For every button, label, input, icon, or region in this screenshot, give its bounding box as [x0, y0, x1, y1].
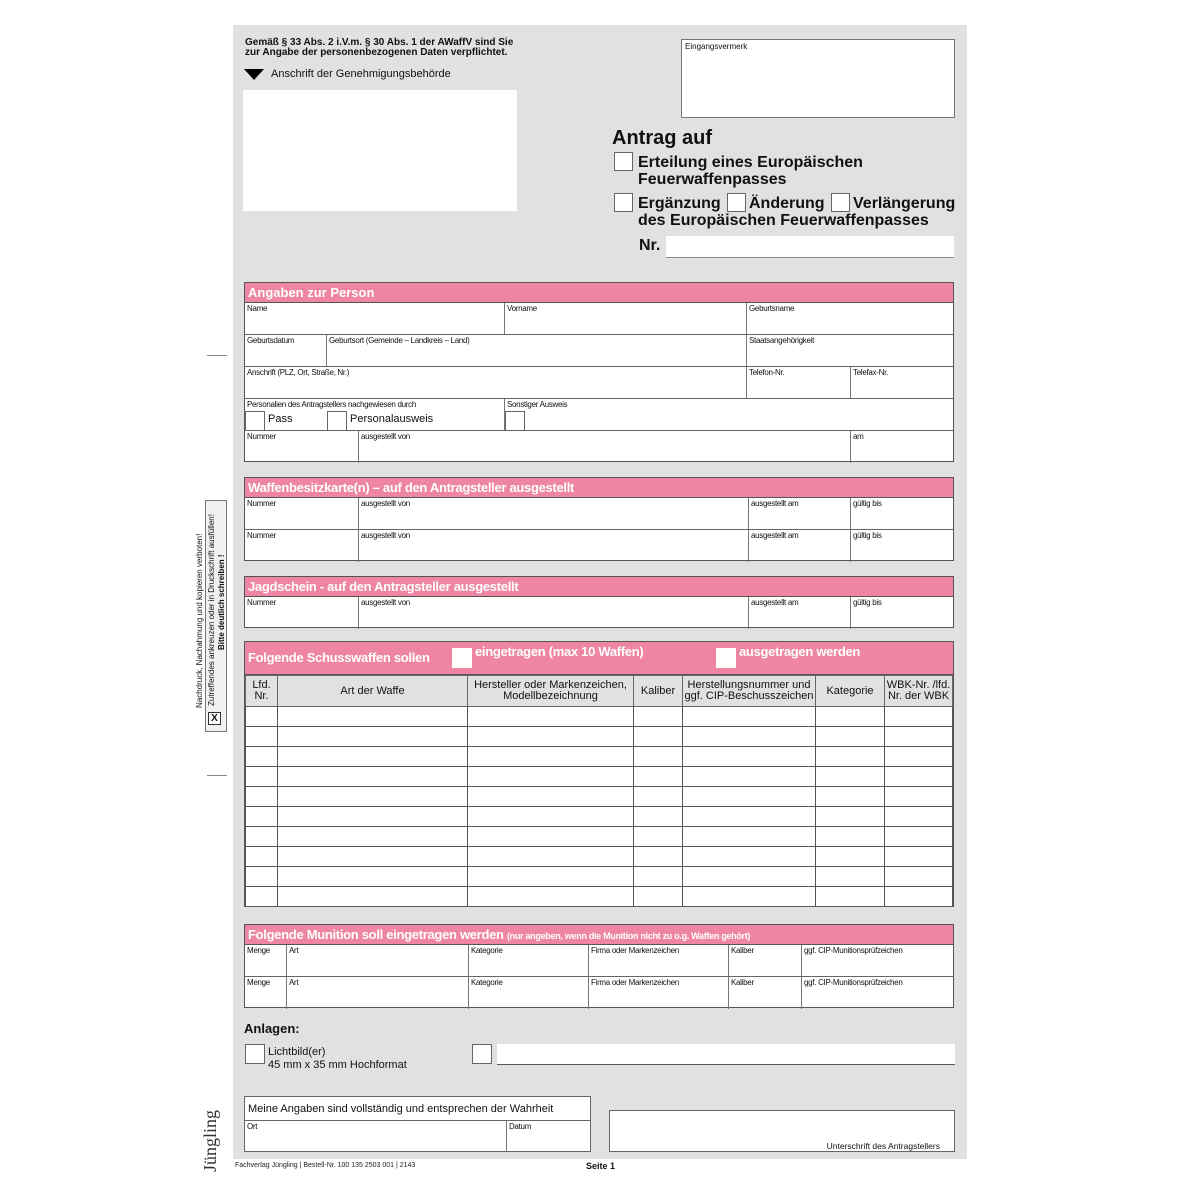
option-suffix: des Europäischen Feuerwaffenpasses [638, 212, 929, 229]
section-guns-title: Folgende Schusswaffen sollen [248, 650, 430, 665]
guns-table-cell[interactable] [683, 867, 816, 887]
publisher-info: Fachverlag Jüngling | Bestell-Nr. 100 135 2503 001 | 2143 [235, 1162, 416, 1169]
wbk-gueltig-bis-field[interactable] [851, 530, 953, 562]
section-ammo-header [245, 925, 953, 945]
section-guns [244, 641, 954, 907]
change-label: Änderung [749, 195, 825, 212]
guns-table-cell[interactable] [468, 787, 634, 807]
guns-table-cell[interactable] [634, 707, 683, 727]
guns-table-cell[interactable] [885, 847, 953, 867]
js-nummer-label: Nummer [247, 598, 276, 607]
wbk-nummer-field[interactable] [245, 498, 359, 529]
telefon-field[interactable] [747, 367, 851, 398]
authority-address-field[interactable] [243, 90, 517, 211]
ammo-row [245, 977, 953, 1009]
guns-table-row [246, 807, 953, 827]
ammo-firma-label: Firma oder Markenzeichen [591, 946, 679, 955]
column-header-line-2: Nr. [254, 690, 269, 702]
geburtsort-label: Geburtsort (Gemeinde – Landkreis – Land) [329, 336, 470, 345]
wbk-nummer-field[interactable] [245, 530, 359, 562]
guns-column-header [468, 676, 634, 707]
js-nummer-field[interactable] [245, 597, 359, 629]
publisher-logo: Jüngling [200, 1109, 220, 1172]
guns-table-cell[interactable] [885, 867, 953, 887]
guns-table-cell[interactable] [468, 847, 634, 867]
geburtsdatum-field[interactable] [245, 335, 327, 366]
issue-line-1: Erteilung eines Europäischen [638, 154, 863, 171]
guns-table-cell[interactable] [468, 727, 634, 747]
guns-table-cell[interactable] [634, 827, 683, 847]
fold-mark [207, 355, 227, 356]
wbk-row [245, 498, 953, 530]
declaration-title: Meine Angaben sind vollständig und entsprechen der Wahrheit [245, 1097, 590, 1121]
ammo-kaliber-field[interactable] [729, 945, 802, 976]
guns-table-cell[interactable] [278, 867, 468, 887]
instruction-line-1: Zutreffendes ankreuzen oder in Druckschrift ausfüllen! [207, 514, 216, 706]
js-gueltig-bis-field[interactable] [851, 597, 953, 629]
anlagen-title: Anlagen: [244, 1021, 300, 1036]
section-wbk-title: Waffenbesitzkarte(n) – auf den Antragsteller ausgestellt [245, 478, 953, 498]
instruction-line-2: Bitte deutlich schreiben ! [217, 554, 226, 650]
checked-example-icon: X [208, 712, 221, 725]
extension-checkbox[interactable] [831, 193, 850, 212]
section-guns-header [245, 642, 953, 675]
column-header-line-2: Nr. der WBK [887, 690, 950, 702]
guns-table-cell[interactable] [278, 727, 468, 747]
column-header-line-2: Modellbezeichnung [503, 690, 598, 702]
guns-table-cell[interactable] [278, 827, 468, 847]
guns-table-row [246, 867, 953, 887]
guns-table-cell[interactable] [246, 727, 278, 747]
guns-table-row [246, 767, 953, 787]
wbk-gueltig-bis-field[interactable] [851, 498, 953, 529]
ammo-cip-field[interactable] [802, 977, 953, 1009]
guns-table-cell[interactable] [816, 887, 885, 907]
issue-option-label [638, 154, 863, 188]
other-id-group [505, 399, 953, 430]
js-ausgestellt-von-label: ausgestellt von [361, 598, 410, 607]
ammo-art-field[interactable] [287, 945, 469, 976]
section-wbk [244, 477, 954, 561]
guns-table-row [246, 707, 953, 727]
guns-table-cell[interactable] [885, 807, 953, 827]
photo-line-2: 45 mm x 35 mm Hochformat [268, 1059, 407, 1071]
guns-column-header [885, 676, 953, 707]
wbk-nummer-label: Nummer [247, 531, 276, 540]
nr-label: Nr. [639, 237, 661, 254]
id-proof-label: Personalien des Antragstellers nachgewiesen durch [247, 400, 416, 409]
name-field[interactable] [245, 303, 505, 334]
guns-table-cell[interactable] [246, 787, 278, 807]
guns-table-cell[interactable] [885, 747, 953, 767]
guns-table-cell[interactable] [468, 827, 634, 847]
legal-line-1: Gemäß § 33 Abs. 2 i.V.m. § 30 Abs. 1 der AWaffV sind Sie [245, 37, 514, 48]
sonstiger-checkbox[interactable] [505, 411, 525, 431]
geburtsname-field[interactable] [747, 303, 953, 334]
ammo-firma-label: Firma oder Markenzeichen [591, 978, 679, 987]
extension-label: Verlängerung [853, 195, 956, 212]
guns-table-row [246, 747, 953, 767]
guns-table-cell[interactable] [816, 787, 885, 807]
staatsangehoerigkeit-field[interactable] [747, 335, 953, 366]
ammo-art-field[interactable] [287, 977, 469, 1009]
other-attachment-input[interactable] [497, 1044, 955, 1065]
guns-table-cell[interactable] [816, 707, 885, 727]
ammo-menge-field[interactable] [245, 977, 287, 1009]
datum-label: Datum [509, 1122, 532, 1131]
ammo-menge-label: Menge [247, 978, 270, 987]
ammo-cip-label: ggf. CIP-Munitionsprüfzeichen [804, 978, 903, 987]
guns-column-header [816, 676, 885, 707]
personalausweis-label: Personalausweis [350, 413, 434, 425]
photo-checkbox[interactable] [245, 1044, 265, 1064]
ammo-art-label: Art [289, 946, 299, 955]
guns-table-cell[interactable] [816, 827, 885, 847]
guns-table-cell[interactable] [246, 767, 278, 787]
guns-table-cell[interactable] [246, 867, 278, 887]
authority-address-label: Anschrift der Genehmigungsbehörde [271, 68, 451, 80]
wbk-ausgestellt-von-field[interactable] [359, 498, 749, 529]
guns-table-cell[interactable] [683, 827, 816, 847]
id-am-field[interactable] [851, 431, 953, 463]
guns-table-cell[interactable] [278, 707, 468, 727]
ammo-kaliber-label: Kaliber [731, 946, 754, 955]
guns-table-cell[interactable] [816, 767, 885, 787]
id-am-label: am [853, 432, 864, 441]
vorname-field[interactable] [505, 303, 747, 334]
wbk-ausgestellt-am-label: ausgestellt am [751, 531, 799, 540]
column-header-line-1: Kaliber [640, 684, 676, 697]
issue-line-2: Feuerwaffenpasses [638, 171, 787, 188]
receipt-label: Eingangsvermerk [685, 42, 748, 51]
guns-table-cell[interactable] [885, 767, 953, 787]
guns-table-cell[interactable] [246, 807, 278, 827]
guns-enter-label: eingetragen (max 10 Waffen) [475, 644, 644, 659]
guns-table-cell[interactable] [885, 887, 953, 907]
ammo-row [245, 945, 953, 977]
js-ausgestellt-von-field[interactable] [359, 597, 749, 629]
js-gueltig-bis-label: gültig bis [853, 598, 882, 607]
guns-table-cell[interactable] [246, 887, 278, 907]
guns-table-cell[interactable] [246, 747, 278, 767]
ort-field[interactable] [245, 1121, 507, 1152]
wbk-ausgestellt-am-label: ausgestellt am [751, 499, 799, 508]
datum-field[interactable] [507, 1121, 590, 1152]
guns-table-cell[interactable] [683, 747, 816, 767]
guns-table-cell[interactable] [246, 827, 278, 847]
pass-label: Pass [268, 413, 293, 425]
column-header-line-1: Herstellungsnummer und [687, 679, 811, 691]
pass-checkbox[interactable] [245, 411, 265, 431]
antrag-title: Antrag auf [612, 127, 712, 149]
supplement-checkbox[interactable] [614, 193, 633, 212]
wbk-ausgestellt-am-field[interactable] [749, 498, 851, 529]
guns-table-cell[interactable] [816, 867, 885, 887]
declaration-box [244, 1096, 591, 1152]
ammo-cip-field[interactable] [802, 945, 953, 976]
ammo-firma-field[interactable] [589, 945, 729, 976]
guns-table-cell[interactable] [816, 847, 885, 867]
ammo-kaliber-label: Kaliber [731, 978, 754, 987]
copyright-note: Nachdruck, Nachahmung und kopieren verboten! [195, 533, 204, 708]
id-nummer-field[interactable] [245, 431, 359, 463]
section-ammo-title: Folgende Munition soll eingetragen werden [248, 927, 504, 942]
photo-label [268, 1046, 407, 1072]
guns-table-cell[interactable] [885, 787, 953, 807]
ammo-kategorie-field[interactable] [469, 945, 589, 976]
legal-line-2: zur Angabe der personenbezogenen Daten verpflichtet. [245, 47, 508, 58]
section-ammo-note: (nur angeben, wenn die Munition nicht zu o.g. Waffen gehört) [506, 931, 751, 941]
ort-label: Ort [247, 1122, 258, 1131]
other-attachment-checkbox[interactable] [472, 1044, 492, 1064]
section-jagdschein-title: Jagdschein - auf den Antragsteller ausgestellt [245, 577, 953, 597]
guns-column-header [634, 676, 683, 707]
section-jagdschein [244, 576, 954, 628]
guns-table-cell[interactable] [246, 707, 278, 727]
ammo-kategorie-field[interactable] [469, 977, 589, 1009]
column-header-line-1: Hersteller oder Markenzeichen, [474, 679, 627, 691]
wbk-gueltig-bis-label: gültig bis [853, 499, 882, 508]
ammo-menge-field[interactable] [245, 945, 287, 976]
ammo-cip-label: ggf. CIP-Munitionsprüfzeichen [804, 946, 903, 955]
ammo-firma-field[interactable] [589, 977, 729, 1009]
sonstiger-label: Sonstiger Ausweis [507, 400, 568, 409]
guns-enter-checkbox[interactable] [452, 648, 472, 668]
change-checkbox[interactable] [727, 193, 746, 212]
guns-table-cell[interactable] [683, 707, 816, 727]
signature-label: Unterschrift des Antragstellers [826, 1141, 940, 1151]
guns-remove-label: ausgetragen werden [739, 644, 861, 659]
telefax-label: Telefax-Nr. [853, 368, 888, 377]
telefon-label: Telefon-Nr. [749, 368, 785, 377]
guns-column-header [683, 676, 816, 707]
guns-table-cell[interactable] [634, 727, 683, 747]
wbk-ausgestellt-von-field[interactable] [359, 530, 749, 562]
guns-table-cell[interactable] [816, 727, 885, 747]
guns-table-cell[interactable] [468, 807, 634, 827]
guns-table-cell[interactable] [634, 807, 683, 827]
wbk-gueltig-bis-label: gültig bis [853, 531, 882, 540]
guns-table-cell[interactable] [885, 707, 953, 727]
vorname-label: Vorname [507, 304, 537, 313]
guns-table-row [246, 787, 953, 807]
guns-table-cell[interactable] [634, 887, 683, 907]
guns-table-cell[interactable] [278, 767, 468, 787]
guns-table-cell[interactable] [278, 887, 468, 907]
column-header-line-1: WBK-Nr. /lfd. [886, 679, 951, 691]
nr-input[interactable] [666, 236, 954, 258]
column-header-line-2: ggf. CIP-Beschusszeichen [684, 690, 814, 702]
supplement-label: Ergänzung [638, 195, 721, 212]
guns-table-cell[interactable] [634, 847, 683, 867]
ammo-kategorie-label: Kategorie [471, 946, 503, 955]
guns-table-cell[interactable] [278, 747, 468, 767]
guns-table-row [246, 847, 953, 867]
guns-table-cell[interactable] [634, 867, 683, 887]
guns-table-cell[interactable] [278, 787, 468, 807]
anschrift-label: Anschrift (PLZ, Ort, Straße, Nr.) [247, 368, 350, 377]
personalausweis-checkbox[interactable] [327, 411, 347, 431]
guns-table-cell[interactable] [468, 707, 634, 727]
geburtsdatum-label: Geburtsdatum [247, 336, 295, 345]
column-header-line-1: Lfd. [252, 679, 271, 691]
page-number: Seite 1 [586, 1161, 616, 1171]
legal-notice [245, 38, 513, 58]
guns-table-cell[interactable] [634, 747, 683, 767]
geburtsname-label: Geburtsname [749, 304, 795, 313]
guns-table-cell[interactable] [816, 747, 885, 767]
guns-table-row [246, 887, 953, 907]
guns-table-cell[interactable] [683, 767, 816, 787]
guns-table-row [246, 727, 953, 747]
guns-table-cell[interactable] [468, 887, 634, 907]
issue-checkbox[interactable] [614, 152, 633, 171]
guns-table-cell[interactable] [683, 787, 816, 807]
signature-field[interactable] [609, 1110, 955, 1152]
wbk-ausgestellt-von-label: ausgestellt von [361, 499, 410, 508]
guns-table-cell[interactable] [683, 807, 816, 827]
guns-table-cell[interactable] [468, 767, 634, 787]
fold-mark [207, 775, 227, 776]
guns-table-cell[interactable] [683, 847, 816, 867]
id-ausgestellt-von-field[interactable] [359, 431, 851, 463]
guns-table [245, 675, 953, 907]
guns-remove-checkbox[interactable] [716, 648, 736, 668]
section-person [244, 282, 954, 462]
ammo-menge-label: Menge [247, 946, 270, 955]
guns-table-row [246, 827, 953, 847]
guns-table-cell[interactable] [885, 827, 953, 847]
guns-table-cell[interactable] [683, 727, 816, 747]
guns-table-cell[interactable] [634, 787, 683, 807]
receipt-stamp-field[interactable] [681, 39, 955, 118]
guns-table-cell[interactable] [885, 727, 953, 747]
section-person-title: Angaben zur Person [245, 283, 953, 303]
id-ausgestellt-von-label: ausgestellt von [361, 432, 410, 441]
guns-table-cell[interactable] [278, 807, 468, 827]
column-header-line-1: Art der Waffe [340, 684, 405, 697]
guns-table-cell[interactable] [468, 747, 634, 767]
ammo-art-label: Art [289, 978, 299, 987]
wbk-row [245, 530, 953, 562]
id-nummer-label: Nummer [247, 432, 276, 441]
wbk-nummer-label: Nummer [247, 499, 276, 508]
anschrift-field[interactable] [245, 367, 747, 398]
guns-table-cell[interactable] [278, 847, 468, 867]
guns-table-cell[interactable] [816, 807, 885, 827]
telefax-field[interactable] [851, 367, 953, 398]
photo-line-1: Lichtbild(er) [268, 1046, 326, 1058]
ammo-kaliber-field[interactable] [729, 977, 802, 1009]
js-ausgestellt-am-label: ausgestellt am [751, 598, 799, 607]
wbk-ausgestellt-am-field[interactable] [749, 530, 851, 562]
guns-table-cell[interactable] [683, 887, 816, 907]
geburtsort-field[interactable] [327, 335, 747, 366]
name-label: Name [247, 304, 268, 313]
guns-table-cell[interactable] [246, 847, 278, 867]
js-ausgestellt-am-field[interactable] [749, 597, 851, 629]
staatsangehoerigkeit-label: Staatsangehörigkeit [749, 336, 815, 345]
guns-table-cell[interactable] [468, 867, 634, 887]
section-ammo [244, 924, 954, 1008]
id-proof-group [245, 399, 505, 430]
guns-column-header [278, 676, 468, 707]
guns-table-cell[interactable] [634, 767, 683, 787]
ammo-kategorie-label: Kategorie [471, 978, 503, 987]
column-header-line-1: Kategorie [826, 684, 874, 697]
wbk-ausgestellt-von-label: ausgestellt von [361, 531, 410, 540]
triangle-down-icon [244, 69, 264, 80]
guns-column-header [246, 676, 278, 707]
